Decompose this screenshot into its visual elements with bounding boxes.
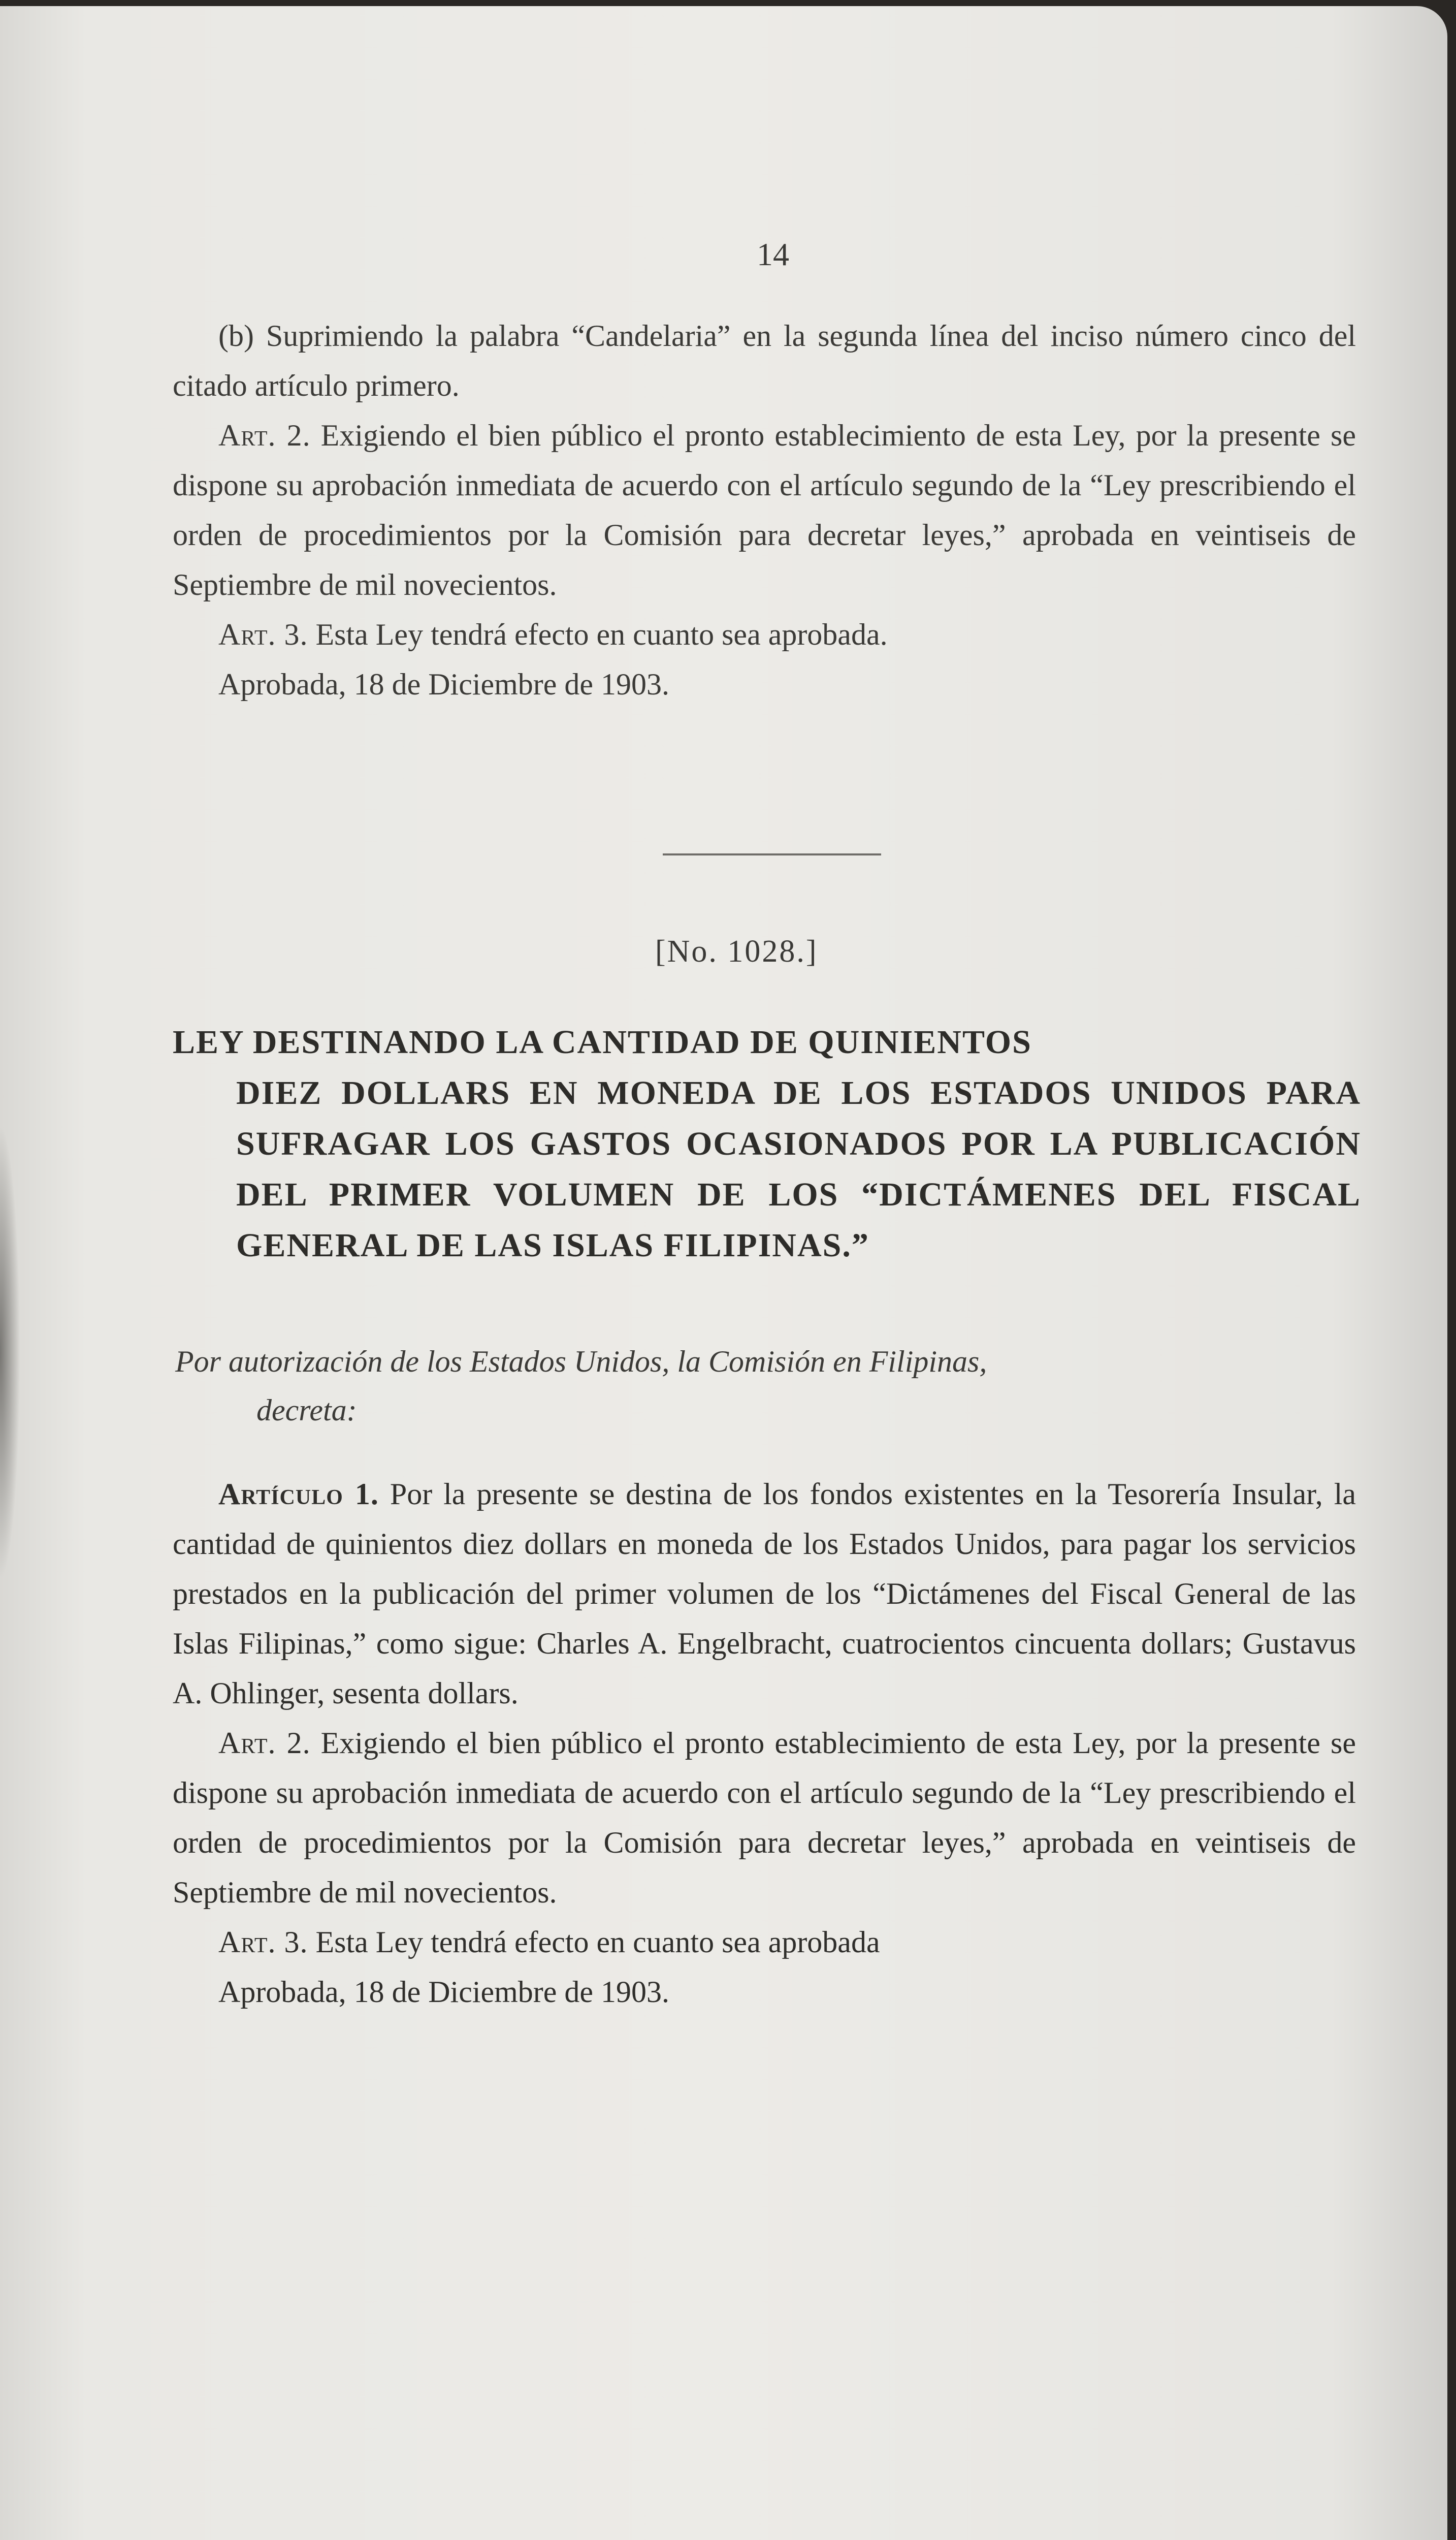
article-1	[173, 1469, 1356, 1718]
top-article-3	[173, 610, 1356, 659]
law-number: [No. 1028.]	[655, 934, 818, 969]
enactment-text: Por autorización de los Estados Unidos, la Comisión en Filipinas,	[175, 1345, 987, 1378]
decreta-text: decreta:	[256, 1393, 357, 1427]
top-art3-text: Esta Ley tendrá efecto en cuanto sea aprobada.	[315, 618, 888, 651]
law-title-continuation: DIEZ DOLLARS EN MONEDA DE LOS ESTADOS UNIDOS PARA SUFRAGAR LOS GASTOS OCASIONADOS POR LA PUBLICACIÓN DEL PRIMER VOLUMEN DE LOS “DICTÁMENES DEL FISCAL GENERAL DE LAS ISLAS FILIPINAS.”	[236, 1074, 1361, 1264]
art2-text: Exigiendo el bien público el pronto establecimiento de esta Ley, por la presente se dispone su aprobación inmediata de acuerdo con el artículo segundo de la “Ley prescribiendo el orden de procedimientos por la Comisión para decretar leyes,” aprobada en veintiseis de Septiembre de mil novecientos.	[173, 1726, 1356, 1909]
art1-text: Por la presente se destina de los fondos existentes en la Tesorería Insular, la cantidad de quinientos diez dollars en moneda de los Estados Unidos, para pagar los servicios prestados en la publicación del primer volumen de los “Dictámenes del Fiscal General de las Islas Filipinas,” como sigue: Charles A. Engelbracht, cuatrocientos cincuenta dollars; Gustavus A. Ohlinger, sesenta dollars.	[173, 1477, 1356, 1710]
paragraph-b: (b) Suprimiendo la palabra “Candelaria” en la segunda línea del inciso número cinco del citado artículo primero.	[173, 319, 1356, 402]
top-article-2	[173, 410, 1356, 610]
article-2	[173, 1718, 1356, 1917]
top-section	[173, 311, 1356, 709]
art2-label: Art. 2.	[218, 1726, 311, 1760]
section-divider	[663, 853, 881, 855]
document-page	[0, 6, 1447, 2540]
law-title	[173, 1017, 1361, 1271]
art1-label: Artículo 1.	[218, 1477, 379, 1511]
art3-text: Esta Ley tendrá efecto en cuanto sea aprobada	[315, 1925, 880, 1959]
top-art2-text: Exigiendo el bien público el pronto establecimiento de esta Ley, por la presente se dispone su aprobación inmediata de acuerdo con el artículo segundo de la “Ley prescribiendo el orden de procedimientos por la Comisión para decretar leyes,” aprobada en veintiseis de Septiembre de mil novecientos.	[173, 419, 1356, 601]
approval-date: Aprobada, 18 de Diciembre de 1903.	[218, 1975, 670, 2009]
art3-label: Art. 3.	[218, 1925, 308, 1959]
page-edge-shadow	[0, 1124, 20, 1581]
top-art3-label: Art. 3.	[218, 618, 308, 651]
enactment-clause	[175, 1337, 1358, 1435]
law-body	[173, 1469, 1356, 2017]
top-art2-label: Art. 2.	[218, 419, 311, 452]
top-approval-date: Aprobada, 18 de Diciembre de 1903.	[218, 668, 670, 701]
page-number: 14	[757, 236, 789, 272]
law-title-first-line: LEY DESTINANDO LA CANTIDAD DE QUINIENTOS	[173, 1024, 1032, 1061]
article-3	[173, 1917, 1356, 1967]
